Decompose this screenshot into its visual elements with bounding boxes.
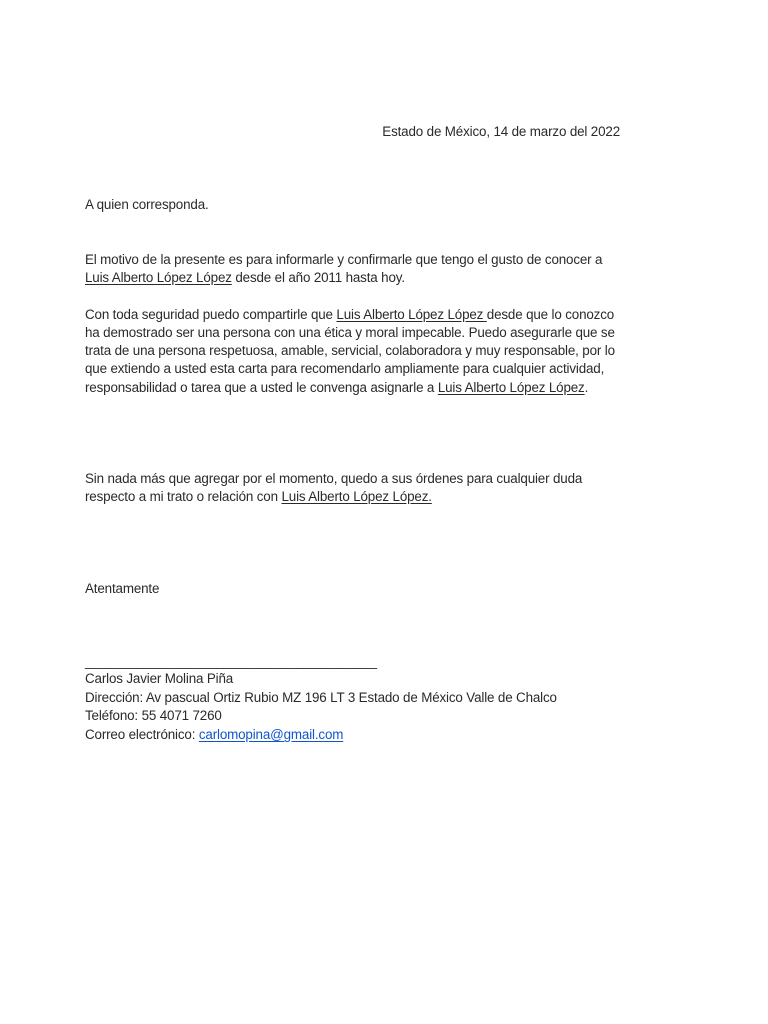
- text-segment: desde el año 2011 hasta hoy.: [231, 270, 405, 285]
- recommended-person-name: Luis Alberto López López: [336, 307, 487, 322]
- email-label: Correo electrónico:: [85, 727, 199, 742]
- text-segment: responsabilidad o tarea que a usted le convenga asignarle a: [85, 380, 438, 395]
- recommended-person-name: Luis Alberto López López: [437, 380, 585, 395]
- salutation: A quien corresponda.: [85, 197, 209, 212]
- paragraph-line: ha demostrado ser una persona con una ética y moral impecable. Puedo asegurarle que se: [85, 325, 615, 340]
- text-segment: respecto a mi trato o relación con: [85, 489, 282, 504]
- paragraph-line: trata de una persona respetuosa, amable, servicial, colaboradora y muy responsable, por lo: [85, 343, 615, 358]
- paragraph-line: [85, 269, 405, 287]
- paragraph-line: que extiendo a usted esta carta para recomendarlo ampliamente para cualquier actividad,: [85, 361, 605, 376]
- text-segment: Con toda seguridad puedo compartirle que: [85, 307, 337, 322]
- paragraph-line: [85, 306, 614, 324]
- date-line: Estado de México, 14 de marzo del 2022: [382, 124, 620, 139]
- closing-salutation: Atentamente: [85, 581, 160, 596]
- paragraph-line: Sin nada más que agregar por el momento, quedo a sus órdenes para cualquier duda: [85, 471, 583, 486]
- text-segment: .: [584, 380, 589, 395]
- text-segment: desde que lo conozco: [486, 307, 615, 322]
- signer-name: Carlos Javier Molina Piña: [85, 671, 234, 686]
- signature-line: ________________________________________: [85, 654, 377, 669]
- paragraph-line: El motivo de la presente es para informarle y confirmarle que tengo el gusto de conocer a: [85, 252, 603, 267]
- recommended-person-name: Luis Alberto López López: [85, 270, 232, 285]
- paragraph-line: [85, 379, 588, 397]
- signer-email-line: [85, 726, 343, 744]
- paragraph-line: [85, 488, 432, 506]
- recommended-person-name: Luis Alberto López López.: [281, 489, 432, 504]
- signer-address: Dirección: Av pascual Ortiz Rubio MZ 196 LT 3 Estado de México Valle de Chalco: [85, 690, 557, 705]
- signer-phone: Teléfono: 55 4071 7260: [85, 708, 222, 723]
- email-link[interactable]: carlomopina@gmail.com: [198, 727, 344, 742]
